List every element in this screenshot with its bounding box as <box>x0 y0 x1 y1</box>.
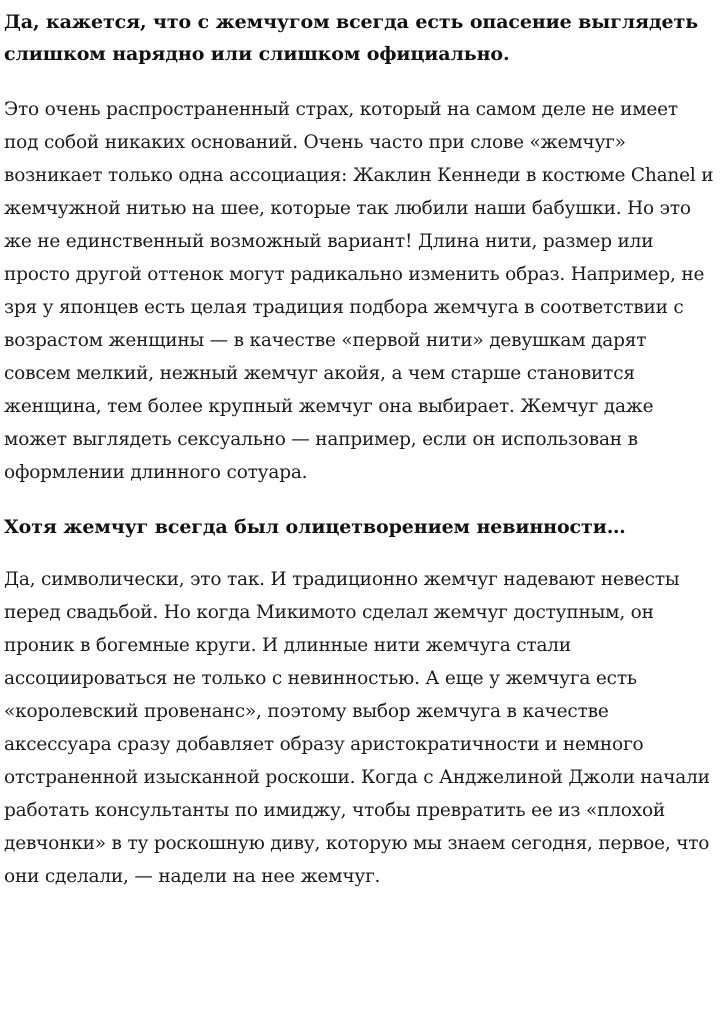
question-heading-2: Хотя жемчуг всегда был олицетворением невинности… <box>4 516 626 538</box>
answer-paragraph-1: Это очень распространенный страх, который на самом деле не имеет под собой никаких оснований. Очень часто при слове «жемчуг» возникает только одна ассоциация: Жаклин Кеннеди в костюме Chanel и жемчужной нитью на шее, которые так любили наши бабушки. Но это же не единственный возможный вариант! Длина нити, размер или просто другой оттенок могут радикально изменить образ. Например, не зря у японцев есть целая традиция подбора жемчуга в соответствии с возрастом женщины — в качестве «первой нити» девушкам дарят совсем мелкий, нежный жемчуг акойя, а чем старше становится женщина, тем более крупный жемчуг она выбирает. Жемчуг даже может выглядеть сексуально — например, если он использован в оформлении длинного сотуара. <box>4 99 714 483</box>
question-heading-1: Да, кажется, что с жемчугом всегда есть опасение выглядеть слишком нарядно или слишком официально. <box>4 11 699 65</box>
article <box>4 6 716 893</box>
answer-paragraph-2: Да, символически, это так. И традиционно жемчуг надевают невесты перед свадьбой. Но когда Микимото сделал жемчуг доступным, он проник в богемные круги. И длинные нити жемчуга стали ассоциироваться не только с невинностью. А еще у жемчуга есть «королевский провенанс», поэтому выбор жемчуга в качестве аксессуара сразу добавляет образу аристократичности и немного отстраненной изысканной роскоши. Когда с Анджелиной Джоли начали работать консультанты по имиджу, чтобы превратить ее из «плохой девчонки» в ту роскошную диву, которую мы знаем сегодня, первое, что они сделали, — надели на нее жемчуг. <box>4 569 710 887</box>
